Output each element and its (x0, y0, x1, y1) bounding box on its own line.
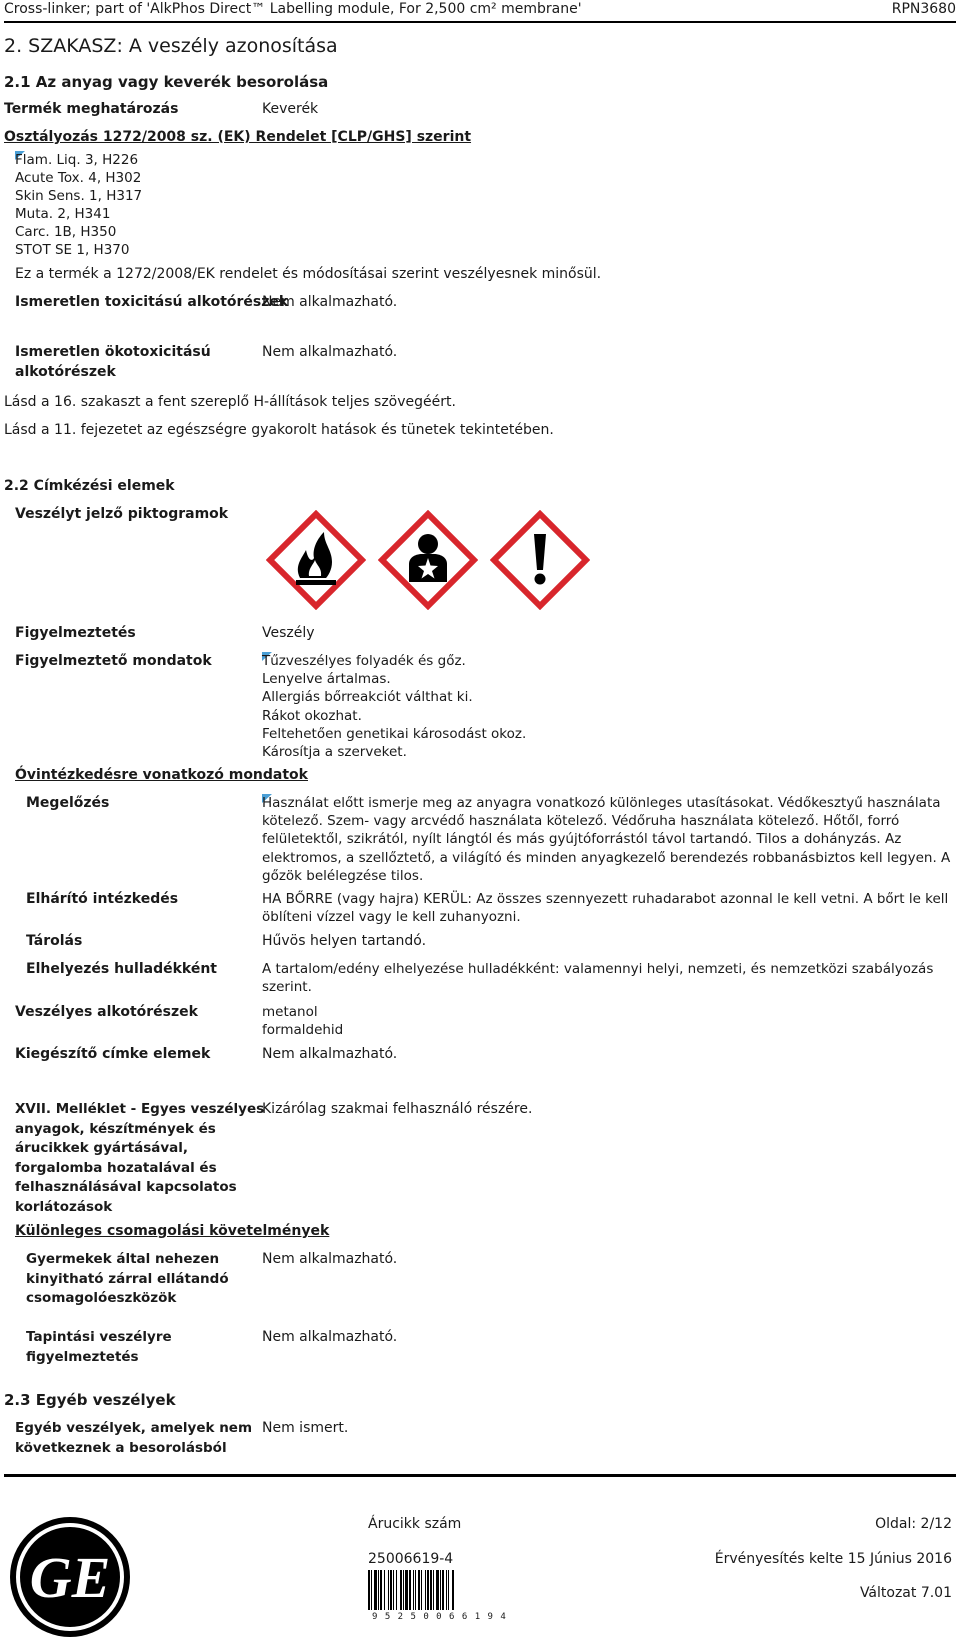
barcode-bar (403, 1570, 404, 1610)
disposal-line: A tartalom/edény elhelyezése hulladékként: valamennyi helyi, nemzeti, és nemzetközi szabályozás (262, 961, 934, 977)
classification-item: Muta. 2, H341 (15, 206, 111, 222)
prevention-line: kötelező. Szem- vagy arcvédő használata kötelező. Védőruha használata kötelező. Hőtől, forró (262, 813, 900, 830)
tactile-warning-label (26, 1328, 172, 1367)
footer-rule (4, 1474, 956, 1477)
storage-label: Tárolás (26, 933, 83, 949)
child-label-line: csomagolóeszközök (26, 1290, 177, 1307)
header-rule (4, 21, 956, 23)
barcode (368, 1570, 508, 1610)
response-label: Elhárító intézkedés (26, 891, 179, 907)
disposal-label: Elhelyezés hulladékként (26, 961, 217, 977)
article-number-value: 25006619-4 (368, 1551, 454, 1567)
classification-title: Osztályozás 1272/2008 sz. (EK) Rendelet [CLP/GHS] szerint (4, 129, 472, 145)
see-section-16-note: Lásd a 16. szakaszt a fent szereplő H-állítások teljes szövegéért. (4, 394, 456, 410)
hazard-statement: Feltehetően genetikai károsodást okoz. (262, 725, 527, 742)
hazardous-components-label: Veszélyes alkotórészek (15, 1004, 198, 1020)
annex-label-line: felhasználásával kapcsolatos (15, 1179, 237, 1196)
barcode-bar (436, 1570, 439, 1610)
prevention-line: felületektől, szikrától, nyílt lángtól és más gyújtóforrástól távol tartandó. Tilos a dohányzás. Az (262, 831, 902, 848)
unknown-toxicity-label: Ismeretlen toxicitású alkotórészek (15, 294, 289, 310)
barcode-bar (409, 1570, 411, 1610)
version: Változat 7.01 (859, 1585, 952, 1601)
barcode-bar (415, 1570, 416, 1610)
unknown-ecotoxicity-label-line1: Ismeretlen ökotoxicitású (15, 344, 211, 360)
other-hazards-value: Nem ismert. (262, 1420, 349, 1436)
product-definition-value: Keverék (262, 101, 319, 117)
child-label-line: kinyitható zárral ellátandó (26, 1270, 229, 1287)
child-resistant-value: Nem alkalmazható. (262, 1251, 398, 1267)
barcode-bar (418, 1570, 420, 1610)
annex-xvii-label (15, 1100, 264, 1218)
barcode-bar (433, 1570, 434, 1610)
document-code: RPN3680 (891, 1, 956, 17)
response-line: öblíteni vízzel vagy le kell zuhanyozni. (262, 909, 521, 926)
disposal-line: szerint. (262, 979, 312, 996)
unknown-ecotoxicity-label-line2: alkotórészek (15, 364, 116, 380)
storage-value: Hűvös helyen tartandó. (262, 933, 427, 949)
classification-list (15, 151, 142, 259)
annex-label-line: korlátozások (15, 1198, 113, 1215)
tactile-label-line: figyelmeztetés (26, 1348, 139, 1365)
barcode-bar (378, 1570, 379, 1610)
flame-pictogram-icon (266, 510, 366, 610)
product-definition-label: Termék meghatározás (4, 101, 179, 117)
subsection-2-1-title: 2.1 Az anyag vagy keverék besorolása (4, 73, 329, 91)
health-hazard-pictogram-icon (378, 510, 478, 610)
validity-date: Érvényesítés kelte 15 Június 2016 (714, 1551, 952, 1567)
precautionary-statements-title: Óvintézkedésre vonatkozó mondatok (15, 767, 308, 783)
barcode-bar (388, 1570, 389, 1610)
response-line: HA BŐRRE (vagy hajra) KERÜL: Az összes szennyezett ruhadarabot azonnal le kell vetni. A bőrt le kell (262, 891, 949, 907)
barcode-bar (448, 1570, 449, 1610)
child-label-line: Gyermekek által nehezen (26, 1251, 220, 1267)
hazard-statement: Tűzveszélyes folyadék és gőz. (262, 653, 466, 669)
prevention-line: Használat előtt ismerje meg az anyagra vonatkozó különleges utasításokat. Védőkesztyű használata (262, 795, 941, 811)
barcode-bar (396, 1570, 397, 1610)
barcode-bar (380, 1570, 382, 1610)
other-hazards-label-line: következnek a besorolásból (15, 1439, 227, 1456)
hazard-statements-list (262, 652, 526, 761)
classification-item: Acute Tox. 4, H302 (15, 170, 142, 186)
hazardous-component: metanol (262, 1004, 318, 1020)
hazardous-component: formaldehid (262, 1022, 344, 1039)
tactile-label-line: Tapintási veszélyre (26, 1329, 172, 1345)
classification-statement: Ez a termék a 1272/2008/EK rendelet és módosításai szerint veszélyesnek minősül. (15, 266, 602, 282)
annex-label-line: forgalomba hozatalával és (15, 1159, 217, 1176)
barcode-bar (452, 1570, 454, 1610)
page-number: Oldal: 2/12 (875, 1516, 952, 1532)
subsection-2-2-title: 2.2 Címkézési elemek (4, 478, 175, 494)
barcode-bar (425, 1570, 426, 1610)
annex-xvii-value: Kizárólag szakmai felhasználó részére. (262, 1101, 533, 1117)
barcode-bar (413, 1570, 414, 1610)
ge-logo-text: GE (29, 1545, 111, 1610)
exclamation-pictogram-icon (490, 510, 590, 610)
other-hazards-label (15, 1419, 252, 1458)
subsection-2-3-title: 2.3 Egyéb veszélyek (4, 1391, 176, 1409)
unknown-ecotoxicity-value: Nem alkalmazható. (262, 344, 398, 360)
ge-logo (8, 1515, 132, 1639)
hazard-statement: Károsítja a szerveket. (262, 744, 407, 761)
prevention-line: gőzök belélegzése tilos. (262, 867, 424, 884)
hazard-statements-label: Figyelmeztető mondatok (15, 653, 212, 669)
prevention-line: elektromos, a szellőztető, a világító és minden anyagkezelő berendezés robbanásbiztos kell legyen. A (262, 849, 951, 866)
pictograms-label: Veszélyt jelző piktogramok (15, 506, 229, 522)
unknown-toxicity-value: Nem alkalmazható. (262, 294, 398, 310)
annex-label-line: árucikkek gyártásával, (15, 1140, 189, 1157)
classification-item: Flam. Liq. 3, H226 (15, 152, 139, 168)
barcode-bar (374, 1570, 377, 1610)
barcode-bar (393, 1570, 394, 1610)
annex-label-line: XVII. Melléklet - Egyes veszélyes (15, 1101, 265, 1117)
tactile-warning-value: Nem alkalmazható. (262, 1329, 398, 1345)
hazardous-components-list (262, 1003, 343, 1039)
classification-item: STOT SE 1, H370 (15, 242, 130, 258)
barcode-bar (371, 1570, 372, 1610)
section-title: 2. SZAKASZ: A veszély azonosítása (4, 35, 338, 57)
signal-word-value: Veszély (262, 625, 315, 641)
hazard-statement: Rákot okozhat. (262, 707, 362, 724)
prevention-label: Megelőzés (26, 795, 110, 811)
see-section-11-note: Lásd a 11. fejezetet az egészségre gyakorolt hatások és tünetek tekintetében. (4, 422, 554, 438)
barcode-bar (400, 1570, 402, 1610)
barcode-bar (390, 1570, 392, 1610)
annex-label-line: anyagok, készítmények és (15, 1120, 216, 1137)
barcode-bar (384, 1570, 385, 1610)
article-number-label: Árucikk szám (368, 1516, 462, 1532)
packaging-requirements-title: Különleges csomagolási követelmények (15, 1223, 330, 1239)
barcode-bar (430, 1570, 432, 1610)
barcode-bar (405, 1570, 408, 1610)
hazard-statement: Lenyelve ártalmas. (262, 671, 391, 688)
classification-item: Skin Sens. 1, H317 (15, 188, 143, 204)
hazard-statement: Allergiás bőrreakciót válthat ki. (262, 689, 473, 706)
child-resistant-label (26, 1250, 229, 1309)
prevention-text (262, 794, 950, 885)
supplemental-label: Kiegészítő címke elemek (15, 1046, 211, 1062)
document-header-title: Cross-linker; part of 'AlkPhos Direct™ Labelling module, For 2,500 cm² membrane' (4, 1, 582, 17)
barcode-bar (427, 1570, 429, 1610)
signal-word-label: Figyelmeztetés (15, 625, 136, 641)
barcode-bar (368, 1570, 370, 1610)
other-hazards-label-line: Egyéb veszélyek, amelyek nem (15, 1420, 253, 1436)
barcode-bar (440, 1570, 441, 1610)
response-text (262, 890, 948, 926)
classification-item: Carc. 1B, H350 (15, 224, 117, 240)
barcode-bar (442, 1570, 444, 1610)
barcode-digits: 9 5 2 5 0 0 6 6 1 9 4 (372, 1612, 507, 1622)
supplemental-value: Nem alkalmazható. (262, 1046, 398, 1062)
barcode-bar (421, 1570, 422, 1610)
disposal-text (262, 960, 933, 996)
barcode-bar (446, 1570, 447, 1610)
